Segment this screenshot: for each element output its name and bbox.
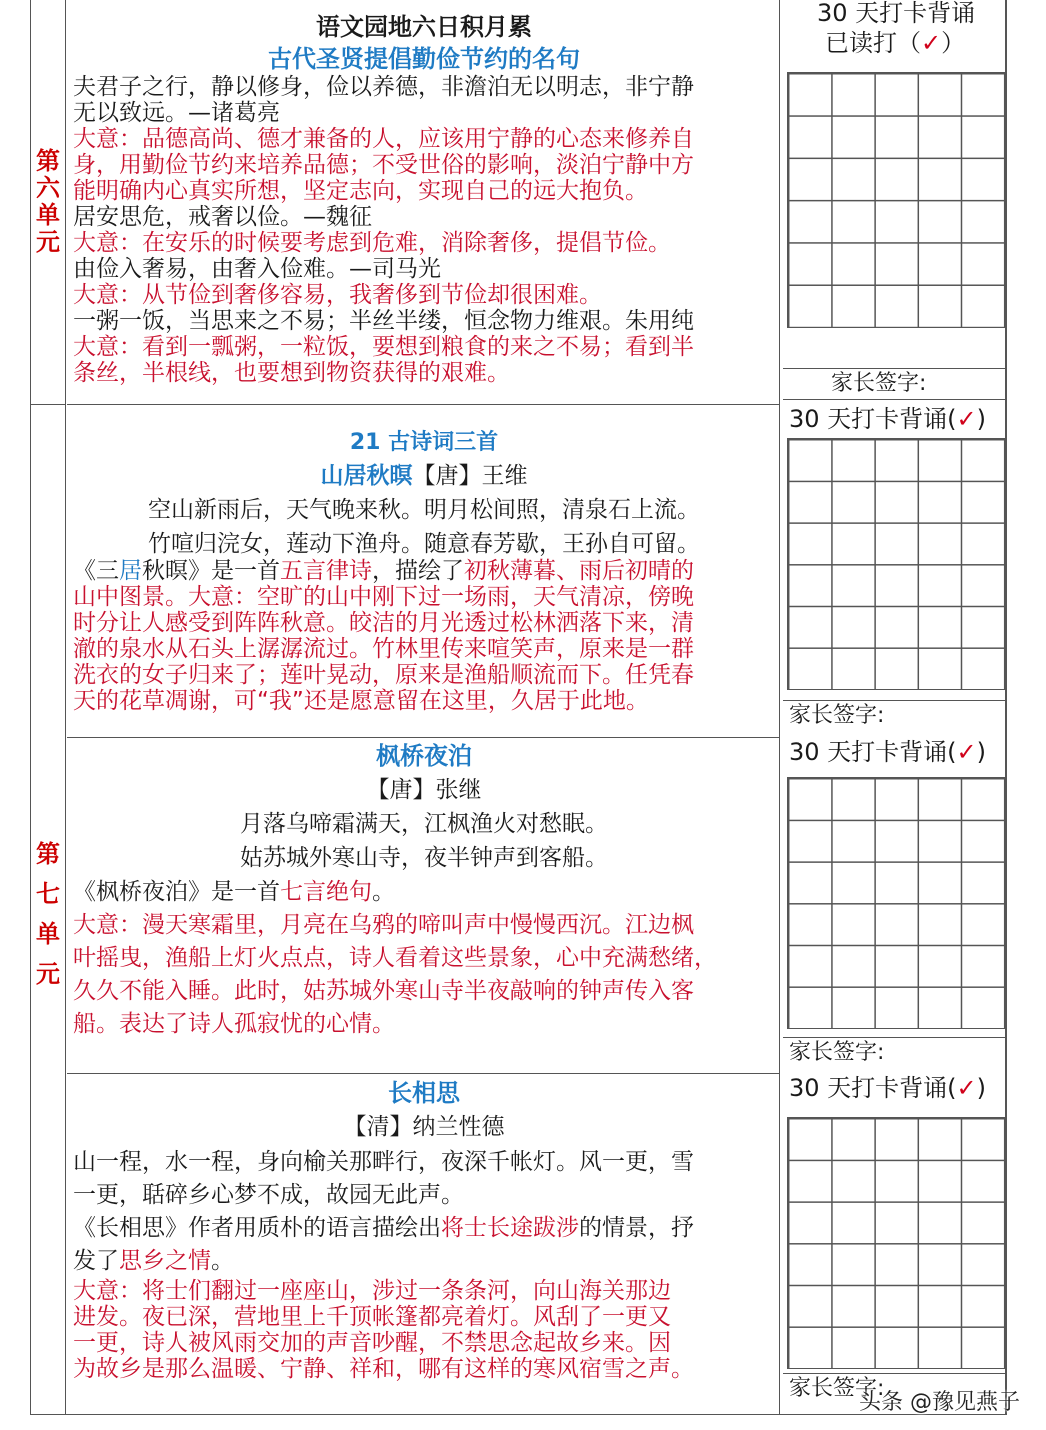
parent-signature-poem1[interactable]: 家长签字: — [783, 700, 1007, 731]
poem3-line — [73, 1356, 775, 1382]
poem3-text: 一更，聒碎乡心梦不成，故园无此声。 — [73, 1182, 464, 1208]
poem2-line — [73, 1008, 775, 1041]
poem3-line — [73, 1146, 775, 1179]
poem3-line — [73, 1245, 775, 1278]
poem1-author: 【唐】王维 — [412, 463, 528, 489]
unit6-line: 能明确内心真实所想，坚定志向，实现自己的远大抱负。 — [73, 178, 648, 204]
poem3-author: 【清】纳兰性德 — [343, 1114, 505, 1140]
unit-6-label: 第 六 单 元 — [36, 147, 60, 256]
check-mark-icon: ✓ — [956, 405, 977, 433]
poem2-text: 久久不能入睡。此时，姑苏城外寒山寺半夜敲响的钟声传入客 — [73, 978, 694, 1004]
poem3-text: 的情景，抒 — [579, 1215, 694, 1241]
poem2-verse-2: 姑苏城外寒山寺，夜半钟声到客船。 — [240, 845, 608, 871]
poem2-line — [73, 876, 775, 909]
poem1-explanation — [73, 558, 775, 714]
unit-6-column — [31, 0, 66, 405]
poem3-text: 为故乡是那么温暖、宁静、祥和，哪有这样的寒风宿雪之声。 — [73, 1356, 694, 1382]
parent-signature-poem3[interactable]: 家长签字: — [783, 1373, 1007, 1404]
poem1-line — [73, 584, 775, 610]
punch-panel-unit6 — [783, 0, 1007, 404]
unit6-line: 大意：在安乐的时候要考虑到危难，消除奢侈，提倡节俭。 — [73, 230, 671, 256]
poem2-line — [73, 909, 775, 942]
poem2-text: 《枫桥夜泊》是一首 — [73, 879, 280, 905]
poem2-title: 枫桥夜泊 — [376, 742, 472, 770]
punch-panel-poem1 — [783, 404, 1007, 737]
poem1-text: 山中图景 — [73, 584, 165, 610]
poem1-text: 天的花草凋谢，可“我”还是愿意留在这里，久居于此地。 — [73, 688, 649, 714]
poem3-line — [73, 1179, 775, 1212]
punch-label-end: ) — [976, 1074, 987, 1102]
poem3-text: 一更，诗人被风雨交加的声音吵醒，不禁思念起故乡来。因 — [73, 1330, 671, 1356]
poem1-heading — [73, 463, 775, 489]
poem2-text: 。 — [372, 879, 395, 905]
unit6-line: 大意：看到一瓢粥，一粒饭，要想到粮食的来之不易；看到半 — [73, 334, 694, 360]
punch-label-end: ) — [976, 738, 987, 766]
unit6-quotes — [73, 74, 775, 386]
practice-grid-poem1[interactable] — [787, 438, 1005, 690]
poem1-text: 洗衣的女子归来了；莲叶晃动，原来是渔船顺流而下。任凭春 — [73, 662, 694, 688]
unit6-line: 由俭入奢易，由奢入俭难。—司马光 — [73, 256, 441, 282]
poem1-text: 澈的泉水从石头上潺潺流过。竹林里传来喧笑声，原来是一群 — [73, 636, 694, 662]
poem3-text: 思乡之情 — [119, 1248, 211, 1274]
parent-signature-poem2[interactable]: 家长签字: — [783, 1037, 1007, 1068]
poem1-line — [73, 558, 775, 584]
read-label: 已读打（ — [825, 29, 921, 57]
unit6-line: 大意：从节俭到奢侈容易，我奢侈到节俭却很困难。 — [73, 282, 602, 308]
poem3-text — [73, 1146, 775, 1382]
unit6-line: 居安思危，戒奢以俭。—魏征 — [73, 204, 372, 230]
poem3-line — [73, 1304, 775, 1330]
poem1-text: ，描绘了 — [372, 558, 464, 584]
unit6-line: 条丝，半根线，也要想到物资获得的艰难。 — [73, 360, 510, 386]
worksheet-page — [30, 0, 1007, 1415]
punch-label: 30 天打卡背诵( — [789, 1074, 957, 1102]
unit6-line: 夫君子之行，静以修身，俭以养德，非澹泊无以明志，非宁静 — [73, 74, 694, 100]
poem1-title: 山居秋暝 — [320, 463, 413, 489]
poem2-line — [73, 942, 775, 975]
punch-checkbox-poem2[interactable] — [789, 737, 986, 767]
poem1-text: 居 — [119, 558, 142, 584]
poem3-text: 将士长途跋涉 — [441, 1215, 579, 1241]
poem3-line — [73, 1278, 775, 1304]
check-mark-icon: ✓ — [956, 1074, 977, 1102]
poem2-text: 叶摇曳，渔船上灯火点点，诗人看着这些景象，心中充满愁绪， — [73, 945, 717, 971]
check-mark-icon: ✓ — [956, 738, 977, 766]
poem1-text: 秋暝》是一首 — [142, 558, 280, 584]
poem1-text: 《三 — [73, 558, 119, 584]
unit-7-column — [31, 404, 66, 1414]
right-border — [1005, 0, 1007, 1414]
poem2-text: 船。表达了诗人孤寂忧的心情。 — [73, 1011, 395, 1037]
poem3-text: 山一程，水一程，身向榆关那畔行，夜深千帐灯。风一更，雪 — [73, 1149, 694, 1175]
poem3-text: 进发。夜已深，营地里上千顶帐篷都亮着灯。风刮了一更又 — [73, 1304, 671, 1330]
punch-panel-poem3 — [783, 1073, 1007, 1414]
lesson-title: 21 古诗词三首 — [349, 430, 499, 455]
unit6-line: 一粥一饭，当思来之不易；半丝半缕，恒念物力维艰。朱用纯 — [73, 308, 694, 334]
practice-grid-unit6[interactable] — [787, 72, 1005, 328]
punch-label: 30 天打卡背诵( — [789, 405, 957, 433]
punch-checkbox-poem1[interactable] — [789, 404, 986, 434]
poem1-text: 时分让人感受到阵阵秋意。皎洁的月光透过松林洒落下来，清 — [73, 610, 694, 636]
poem2-verse-1: 月落乌啼霜满天，江枫渔火对愁眠。 — [240, 811, 608, 837]
read-checkbox-unit6[interactable] — [825, 28, 965, 58]
poem2-explanation — [73, 876, 775, 1041]
poem1-text: 。大意：空旷的山中刚下过一场雨，天气清凉，傍晚 — [165, 584, 694, 610]
poem3-text: 大意：将士们翻过一座座山，涉过一条条河，向山海关那边 — [73, 1278, 671, 1304]
read-label-end: ） — [941, 29, 966, 57]
poem3-text: 《长相思》作者用质朴的语言描绘出 — [73, 1215, 441, 1241]
unit6-subtitle: 古代圣贤提倡勤俭节约的名句 — [268, 45, 580, 73]
poem1-line — [73, 688, 775, 714]
check-mark-icon: ✓ — [921, 29, 942, 57]
punch-checkbox-poem3[interactable] — [789, 1073, 986, 1103]
poem1-verse-2: 竹喧归浣女，莲动下渔舟。随意春芳歇，王孙自可留。 — [148, 531, 700, 557]
unit6-line: 身，用勤俭节约来培养品德；不受世俗的影响，淡泊宁静中方 — [73, 152, 694, 178]
punch-label-unit6: 30 天打卡背诵 — [817, 0, 976, 27]
unit-7-label: 第 七 单 元 — [36, 840, 60, 988]
poem2-text: 七言绝句 — [280, 879, 372, 905]
practice-grid-poem3[interactable] — [787, 1117, 1005, 1369]
poem2-author: 【唐】张继 — [366, 777, 482, 803]
practice-grid-poem2[interactable] — [787, 777, 1005, 1029]
punch-label-end: ) — [976, 405, 987, 433]
parent-signature-unit6[interactable]: 家长签字: — [783, 368, 1007, 400]
unit6-line: 大意：品德高尚、德才兼备的人，应该用宁静的心态来修养自 — [73, 126, 694, 152]
unit6-line: 无以致远。—诸葛亮 — [73, 100, 280, 126]
punch-panel-poem2 — [783, 737, 1007, 1073]
poem1-line — [73, 662, 775, 688]
poem3-line — [73, 1212, 775, 1245]
poem1-text: 五言律诗 — [280, 558, 372, 584]
poem1-line — [73, 636, 775, 662]
watermark: 头条 @豫见燕子 — [859, 1390, 1020, 1415]
poem1-line — [73, 610, 775, 636]
poem3-text: 发了 — [73, 1248, 119, 1274]
poem3-line — [73, 1330, 775, 1356]
poem2-line — [73, 975, 775, 1008]
poem3-text: 。 — [211, 1248, 234, 1274]
poem1-text: 初秋薄暮、雨后初晴的 — [464, 558, 694, 584]
unit6-title: 语文园地六日积月累 — [316, 13, 532, 41]
poem2-text: 大意：漫天寒霜里，月亮在乌鸦的啼叫声中慢慢西沉。江边枫 — [73, 912, 694, 938]
punch-label: 30 天打卡背诵( — [789, 738, 957, 766]
poem3-title: 长相思 — [388, 1079, 460, 1107]
poem1-verse-1: 空山新雨后，天气晚来秋。明月松间照，清泉石上流。 — [148, 497, 700, 523]
